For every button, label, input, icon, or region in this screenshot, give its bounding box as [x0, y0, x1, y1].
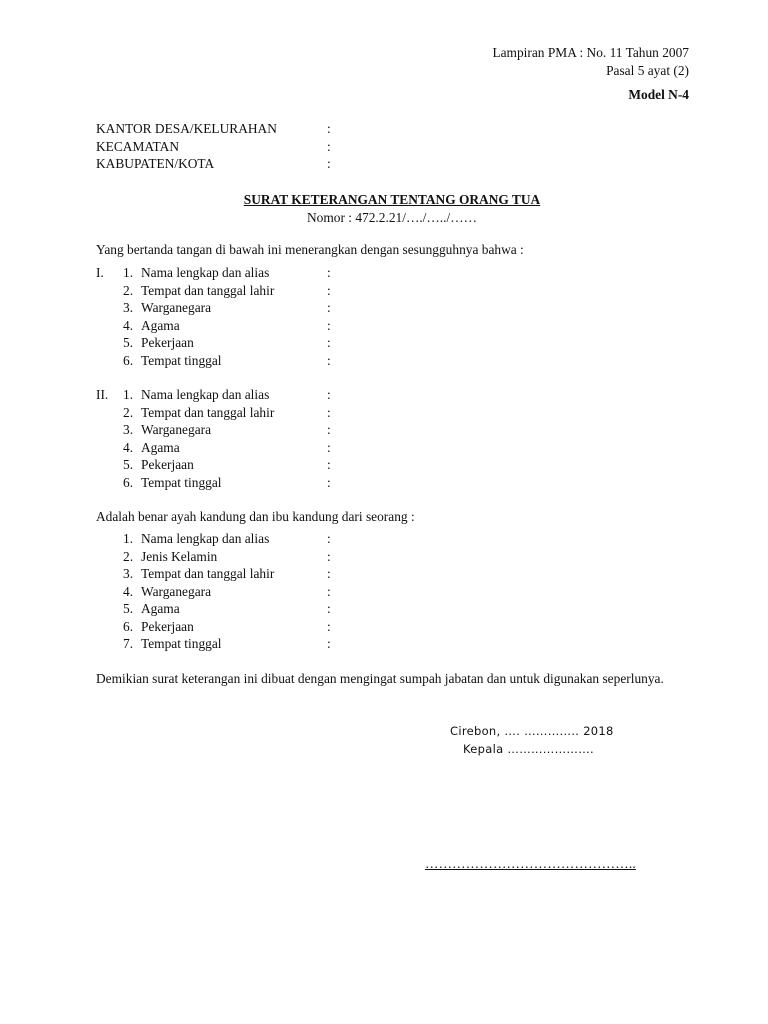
item-number: 1. — [123, 387, 134, 402]
place-date: Cirebon, …. ………….. 2018 — [450, 724, 614, 738]
item-label: Jenis Kelamin — [141, 548, 218, 564]
section1-row — [0, 317, 768, 335]
office-row-kabupaten — [0, 155, 768, 173]
office-colon: : — [327, 156, 331, 171]
item-colon: : — [327, 317, 331, 333]
office-colon: : — [327, 138, 331, 154]
section3-row — [0, 618, 768, 636]
signer-role: Kepala …………………. — [463, 742, 594, 756]
item-number: 2. — [123, 548, 134, 564]
item-colon: : — [327, 457, 331, 472]
model-label: Model N-4 — [628, 87, 689, 102]
office-label: KANTOR DESA/KELURAHAN — [96, 121, 277, 136]
item-label: Agama — [141, 601, 180, 616]
item-label: Nama lengkap dan alias — [141, 265, 270, 280]
item-number: 1. — [123, 531, 134, 546]
section1-row — [0, 352, 768, 370]
signature-name-line: ……………………………………….. — [425, 856, 636, 871]
item-colon: : — [327, 601, 331, 616]
item-number: 5. — [123, 335, 134, 350]
section3-row — [0, 548, 768, 566]
section3-row — [0, 583, 768, 601]
section1-row — [0, 299, 768, 317]
item-number: 3. — [123, 300, 134, 315]
closing-paragraph: Demikian surat keterangan ini dibuat dengan mengingat sumpah jabatan dan untuk digunakan seperlunya. — [96, 671, 664, 686]
item-label: Agama — [141, 317, 180, 333]
section1-roman: I. — [96, 265, 104, 280]
pasal-line: Pasal 5 ayat (2) — [606, 63, 689, 78]
item-number: 5. — [123, 457, 134, 472]
item-colon: : — [327, 352, 331, 368]
section2-row — [0, 474, 768, 492]
item-label: Pekerjaan — [141, 618, 194, 634]
item-colon: : — [327, 387, 331, 402]
document-title: SURAT KETERANGAN TENTANG ORANG TUA — [243, 192, 541, 207]
child-intro-text: Adalah benar ayah kandung dan ibu kandung dari seorang : — [96, 509, 415, 524]
item-colon: : — [327, 474, 331, 490]
item-number: 2. — [123, 282, 134, 298]
item-label: Tempat tinggal — [141, 636, 222, 651]
item-colon: : — [327, 335, 331, 350]
lampiran-line: Lampiran PMA : No. 11 Tahun 2007 — [492, 45, 689, 60]
section3-row — [0, 530, 768, 548]
section2-row — [0, 404, 768, 422]
item-colon: : — [327, 618, 331, 634]
section1-row — [0, 264, 768, 282]
item-label: Tempat tinggal — [141, 352, 222, 368]
item-label: Warganegara — [141, 300, 212, 315]
item-label: Nama lengkap dan alias — [141, 531, 270, 546]
section2-row — [0, 421, 768, 439]
item-number: 6. — [123, 352, 134, 368]
item-number: 1. — [123, 265, 134, 280]
item-number: 4. — [123, 439, 134, 455]
item-number: 4. — [123, 317, 134, 333]
item-label: Tempat dan tanggal lahir — [141, 282, 275, 298]
section3-row — [0, 635, 768, 653]
item-number: 6. — [123, 618, 134, 634]
item-colon: : — [327, 583, 331, 599]
section1-row — [0, 334, 768, 352]
item-label: Tempat dan tanggal lahir — [141, 404, 275, 420]
item-label: Pekerjaan — [141, 457, 194, 472]
item-colon: : — [327, 265, 331, 280]
office-label: KECAMATAN — [96, 138, 179, 154]
item-label: Agama — [141, 439, 180, 455]
section1-row — [0, 282, 768, 300]
office-row-kantor — [0, 120, 768, 138]
section2-roman: II. — [96, 387, 109, 402]
section2-row — [0, 386, 768, 404]
section2-row — [0, 456, 768, 474]
item-label: Tempat tinggal — [141, 474, 222, 490]
item-label: Nama lengkap dan alias — [141, 387, 270, 402]
intro-text: Yang bertanda tangan di bawah ini menerangkan dengan sesungguhnya bahwa : — [96, 242, 524, 257]
item-colon: : — [327, 566, 331, 581]
item-number: 6. — [123, 474, 134, 490]
item-colon: : — [327, 404, 331, 420]
item-colon: : — [327, 531, 331, 546]
section3-row — [0, 565, 768, 583]
item-colon: : — [327, 300, 331, 315]
item-colon: : — [327, 422, 331, 437]
item-label: Tempat dan tanggal lahir — [141, 566, 275, 581]
item-label: Pekerjaan — [141, 335, 194, 350]
item-label: Warganegara — [141, 583, 212, 599]
item-colon: : — [327, 439, 331, 455]
item-number: 3. — [123, 422, 134, 437]
item-number: 3. — [123, 566, 134, 581]
item-number: 4. — [123, 583, 134, 599]
office-colon: : — [327, 121, 331, 136]
item-label: Warganegara — [141, 422, 212, 437]
document-number: Nomor : 472.2.21/…./…../…… — [307, 210, 477, 225]
item-number: 5. — [123, 601, 134, 616]
section3-row — [0, 600, 768, 618]
item-colon: : — [327, 282, 331, 298]
office-label: KABUPATEN/KOTA — [96, 156, 215, 171]
item-number: 2. — [123, 404, 134, 420]
item-colon: : — [327, 636, 331, 651]
office-row-kecamatan — [0, 138, 768, 156]
item-number: 7. — [123, 636, 134, 651]
item-colon: : — [327, 548, 331, 564]
section2-row — [0, 439, 768, 457]
